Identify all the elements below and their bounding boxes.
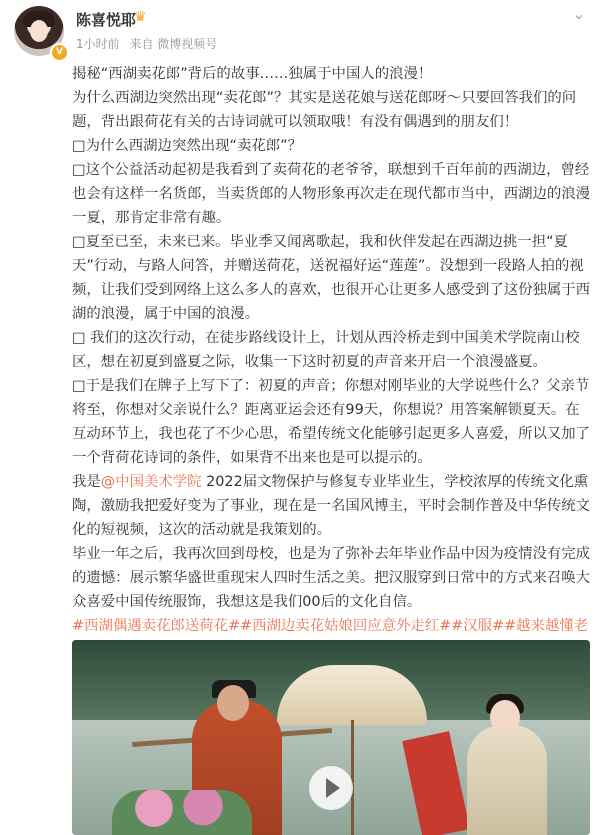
chevron-down-icon[interactable]: ⌄	[572, 4, 586, 23]
post-text: 我是	[72, 474, 101, 490]
mention-link[interactable]: @中国美术学院	[100, 474, 202, 490]
post-line	[72, 470, 592, 542]
verified-badge-icon: V	[50, 43, 69, 62]
head-shape	[217, 685, 249, 721]
umbrella-pole	[351, 720, 354, 835]
post-time[interactable]: 1小时前	[76, 37, 120, 51]
post-header	[0, 0, 600, 60]
post-meta	[76, 35, 223, 52]
flower-basket	[112, 790, 252, 835]
woman-head	[490, 700, 520, 734]
post-line: □于是我们在牌子上写下了：初夏的声音；你想对刚毕业的大学说些什么？父亲节将至，你想对父亲说什么？距离亚运会还有99天，你想说？用答案解锁夏天。在互动环节上，我也花了不少心思，希望传统文化能够引起更多人喜爱，所以又加了一个背荷花诗词的条件，如果背不出来也是可以提示的。	[72, 378, 591, 466]
post-source[interactable]: 来自 微博视频号	[129, 37, 218, 51]
post-text: 2022届文物保护与修复专业毕业生，学校浓厚的传统文化熏陶，激励我把爱好变为了事业，现在是一名国风博主，平时会制作普及中华传统文化的短视频，这次的活动就是我策划的。	[72, 474, 591, 538]
woman-figure	[467, 725, 547, 835]
post-line: 揭秘“西湖卖花郎”背后的故事……独属于中国人的浪漫！	[72, 66, 433, 82]
hashtag-links[interactable]: #西湖偶遇卖花郎送荷花##西湖边卖花姑娘回应意外走红##汉服##越来越懂老	[72, 618, 589, 634]
post-body	[72, 62, 592, 662]
post-line: 为什么西湖边突然出现“卖花郎”？其实是送花娘与送花郎呀～只要回答我们的问题，背出跟荷花有关的古诗词就可以领取哦！有没有偶遇到的朋友们！	[72, 90, 577, 130]
avatar-face	[30, 20, 48, 42]
crown-icon: ♛	[134, 9, 147, 25]
post-line: □夏至已至，未来已来。毕业季又闻离歌起，我和伙伴发起在西湖边挑一担“夏天”行动，与路人问答，并赠送荷花，送祝福好运“莲莲”。没想到一段路人拍的视频，让我们受到网络上这么多人的喜欢，也很开心让更多人感受到了这份独属于西湖的浪漫，属于中国的浪漫。	[72, 234, 591, 322]
post-line: □为什么西湖边突然出现“卖花郎”？	[72, 138, 302, 154]
author-name[interactable]: 陈喜悦耶	[76, 11, 137, 29]
play-icon[interactable]	[309, 766, 353, 810]
post-line: □ 我们的这次行动，在徒步路线设计上，计划从西泠桥走到中国美术学院南山校区，想在初夏到盛夏之际，收集一下这时初夏的声音来开启一个浪漫盛夏。	[72, 330, 580, 370]
post-line: 毕业一年之后，我再次回到母校，也是为了弥补去年毕业作品中因为疫情没有完成的遗憾：展示繁华盛世重现宋人四时生活之美。把汉服穿到日常中的方式来召唤大众喜爱中国传统服饰，我想这是我们00后的文化自信。	[72, 546, 591, 610]
video-thumbnail[interactable]	[72, 640, 590, 835]
post-line: □这个公益活动起初是我看到了卖荷花的老爷爷，联想到千百年前的西湖边，曾经也会有这样一名货郎，当卖货郎的人物形象再次走在现代都市当中，西湖边的浪漫一夏，那肯定非常有趣。	[72, 162, 591, 226]
